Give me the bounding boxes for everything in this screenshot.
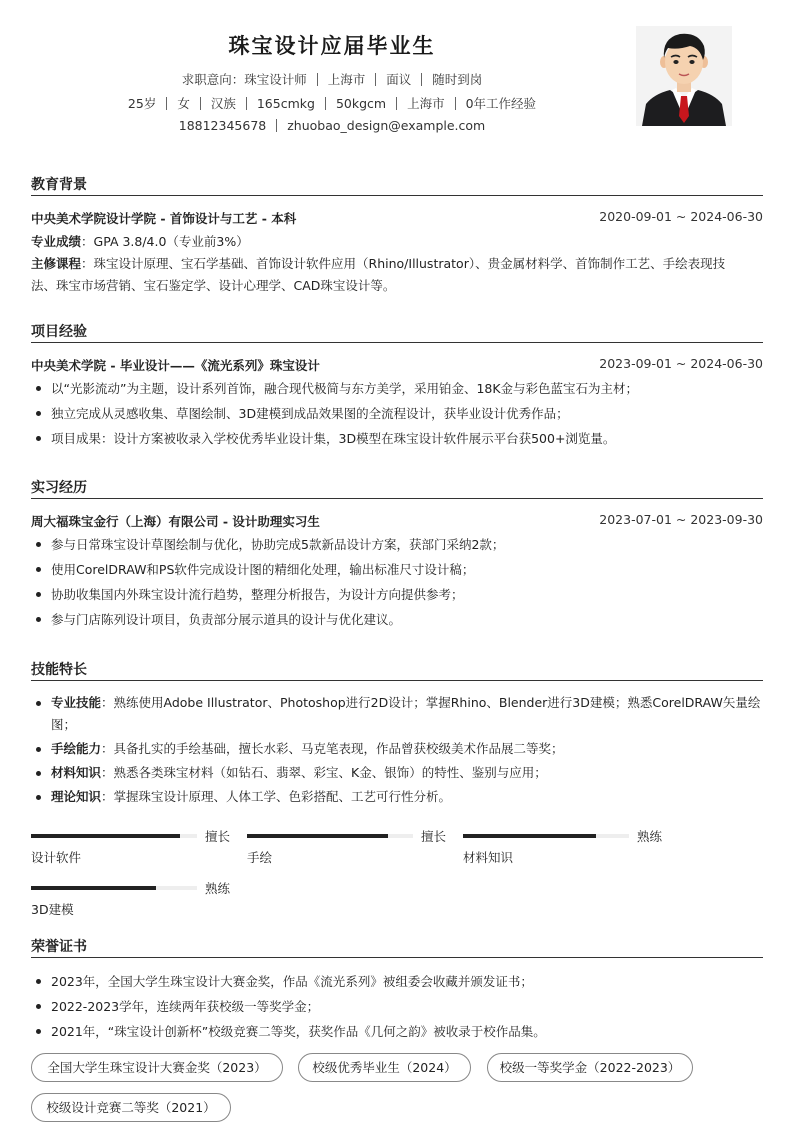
list-item: 参与门店陈列设计项目，负责部分展示道具的设计与优化建议。 [31, 607, 763, 632]
phone: 18812345678 [178, 118, 267, 133]
education-date: 2020-09-01 ~ 2024-06-30 [599, 209, 763, 224]
ethnicity: 汉族 [210, 96, 236, 111]
honor-bullets [31, 969, 763, 1044]
honor-tag: 校级优秀毕业生（2024） [298, 1053, 471, 1082]
skill-name: 手绘 [247, 850, 273, 865]
education-section [31, 174, 763, 297]
projects-title: 项目经验 [31, 321, 763, 343]
contact-line [0, 118, 664, 133]
education-title: 教育背景 [31, 174, 763, 196]
job-intent-line [0, 70, 664, 88]
skill-label: 专业技能 [51, 695, 102, 710]
list-item [31, 762, 763, 784]
job-city: 上海市 [327, 72, 366, 87]
job-intent: 求职意向：珠宝设计师 [181, 72, 307, 87]
skills-title: 技能特长 [31, 659, 763, 681]
candidate-name: 珠宝设计应届毕业生 [228, 34, 436, 58]
skill-label: 手绘能力 [51, 741, 102, 756]
skill-bar-design-software [31, 829, 231, 882]
avatar-portrait-icon [636, 26, 732, 126]
skill-bar-fill [31, 886, 156, 890]
project-entry-head [31, 356, 763, 376]
experience-years: 0年工作经验 [465, 96, 537, 111]
skill-level: 熟练 [205, 881, 231, 896]
skill-name: 材料知识 [463, 850, 514, 865]
list-item: 2022-2023学年，连续两年获校级一等奖学金； [31, 994, 763, 1019]
education-courses [31, 253, 763, 297]
height: 165cmkg [256, 96, 315, 111]
honors-section [31, 936, 763, 1044]
age: 25岁 [127, 96, 157, 111]
internship-section [31, 477, 763, 632]
education-entry-head [31, 209, 763, 229]
skill-text: ：掌握珠宝设计原理、人体工学、色彩搭配、工艺可行性分析。 [101, 789, 452, 804]
education-school: 中央美术学院设计学院 - 首饰设计与工艺 - 本科 [31, 211, 297, 226]
honors-title: 荣誉证书 [31, 936, 763, 958]
list-item: 2023年，全国大学生珠宝设计大赛金奖，作品《流光系列》被组委会收藏并颁发证书； [31, 969, 763, 994]
skill-bar-3d-modeling [31, 881, 231, 934]
internship-bullets [31, 532, 763, 632]
internship-entry-head [31, 512, 763, 532]
honor-tags [31, 1053, 763, 1113]
skill-text: ：熟练使用Adobe Illustrator、Photoshop进行2D设计；掌握Rhino、Blender进行3D建模；熟悉CorelDRAW矢量绘 [101, 695, 761, 710]
skill-bar-materials [463, 829, 663, 882]
education-courses-text: ：珠宝设计原理、宝石学基础、首饰设计软件应用（Rhino/Illustrator）、贵金属材料学、首饰制作工艺、手绘表现技 [81, 256, 726, 271]
list-item [31, 786, 763, 808]
honor-tag: 校级一等奖学金（2022-2023） [487, 1053, 693, 1082]
education-score [31, 231, 763, 253]
skill-bar-fill [247, 834, 388, 838]
list-item [31, 692, 763, 736]
salary: 面议 [386, 72, 412, 87]
projects-section [31, 321, 763, 451]
avatar [636, 26, 732, 126]
personal-info-line [0, 94, 664, 112]
list-item: 独立完成从灵感收集、草图绘制、3D建模到成品效果图的全流程设计，获毕业设计优秀作品； [31, 401, 763, 426]
skill-name: 3D建模 [31, 902, 74, 917]
skills-section [31, 659, 763, 808]
list-item [31, 738, 763, 760]
skill-bar-hand-drawing [247, 829, 447, 882]
honor-tag: 校级设计竞赛二等奖（2021） [31, 1093, 231, 1122]
internship-company: 周大福珠宝金行（上海）有限公司 - 设计助理实习生 [31, 514, 320, 529]
location: 上海市 [407, 96, 445, 111]
list-item: 2021年，“珠宝设计创新杯”校级竞赛二等奖，获奖作品《几何之韵》被收录于校作品集。 [31, 1019, 763, 1044]
list-item: 参与日常珠宝设计草图绘制与优化，协助完成5款新品设计方案，获部门采纳2款； [31, 532, 763, 557]
skill-label: 理论知识 [51, 789, 102, 804]
skill-level: 熟练 [637, 829, 663, 844]
skill-bullets [31, 692, 763, 808]
education-courses-text-2: 法、珠宝市场营销、宝石鉴定学、设计心理学、CAD珠宝设计等。 [31, 278, 396, 293]
internship-title: 实习经历 [31, 477, 763, 499]
list-item: 协助收集国内外珠宝设计流行趋势，整理分析报告，为设计方向提供参考； [31, 582, 763, 607]
project-bullets [31, 376, 763, 451]
skill-bar-fill [31, 834, 180, 838]
list-item: 项目成果：设计方案被收录入学校优秀毕业设计集，3D模型在珠宝设计软件展示平台获500+浏览量。 [31, 426, 763, 451]
skill-label: 材料知识 [51, 765, 102, 780]
education-courses-label: 主修课程 [31, 256, 82, 271]
skill-level: 擅长 [205, 829, 231, 844]
skill-name: 设计软件 [31, 850, 82, 865]
list-item: 以“光影流动”为主题，设计系列首饰，融合现代极简与东方美学，采用铂金、18K金与彩色蓝宝石为主材； [31, 376, 763, 401]
project-date: 2023-09-01 ~ 2024-06-30 [599, 356, 763, 371]
skill-level: 擅长 [421, 829, 447, 844]
education-score-label: 专业成绩 [31, 234, 82, 249]
availability: 随时到岗 [432, 72, 483, 87]
skill-text: ：熟悉各类珠宝材料（如钻石、翡翠、彩宝、K金、银饰）的特性、鉴别与应用； [101, 765, 547, 780]
resume-header [0, 0, 794, 150]
skill-text-2: 图； [51, 717, 77, 732]
gender: 女 [177, 96, 190, 111]
project-name: 中央美术学院 - 毕业设计——《流光系列》珠宝设计 [31, 358, 320, 373]
honor-tag: 全国大学生珠宝设计大赛金奖（2023） [31, 1053, 283, 1082]
list-item: 使用CorelDRAW和PS软件完成设计图的精细化处理，输出标准尺寸设计稿； [31, 557, 763, 582]
internship-date: 2023-07-01 ~ 2023-09-30 [599, 512, 763, 527]
email: zhuobao_design@example.com [287, 118, 486, 133]
education-score-value: ：GPA 3.8/4.0（专业前3%） [81, 234, 249, 249]
skill-text: ：具备扎实的手绘基础，擅长水彩、马克笔表现，作品曾获校级美术作品展二等奖； [101, 741, 564, 756]
skill-bar-fill [463, 834, 596, 838]
weight: 50kgcm [335, 96, 387, 111]
